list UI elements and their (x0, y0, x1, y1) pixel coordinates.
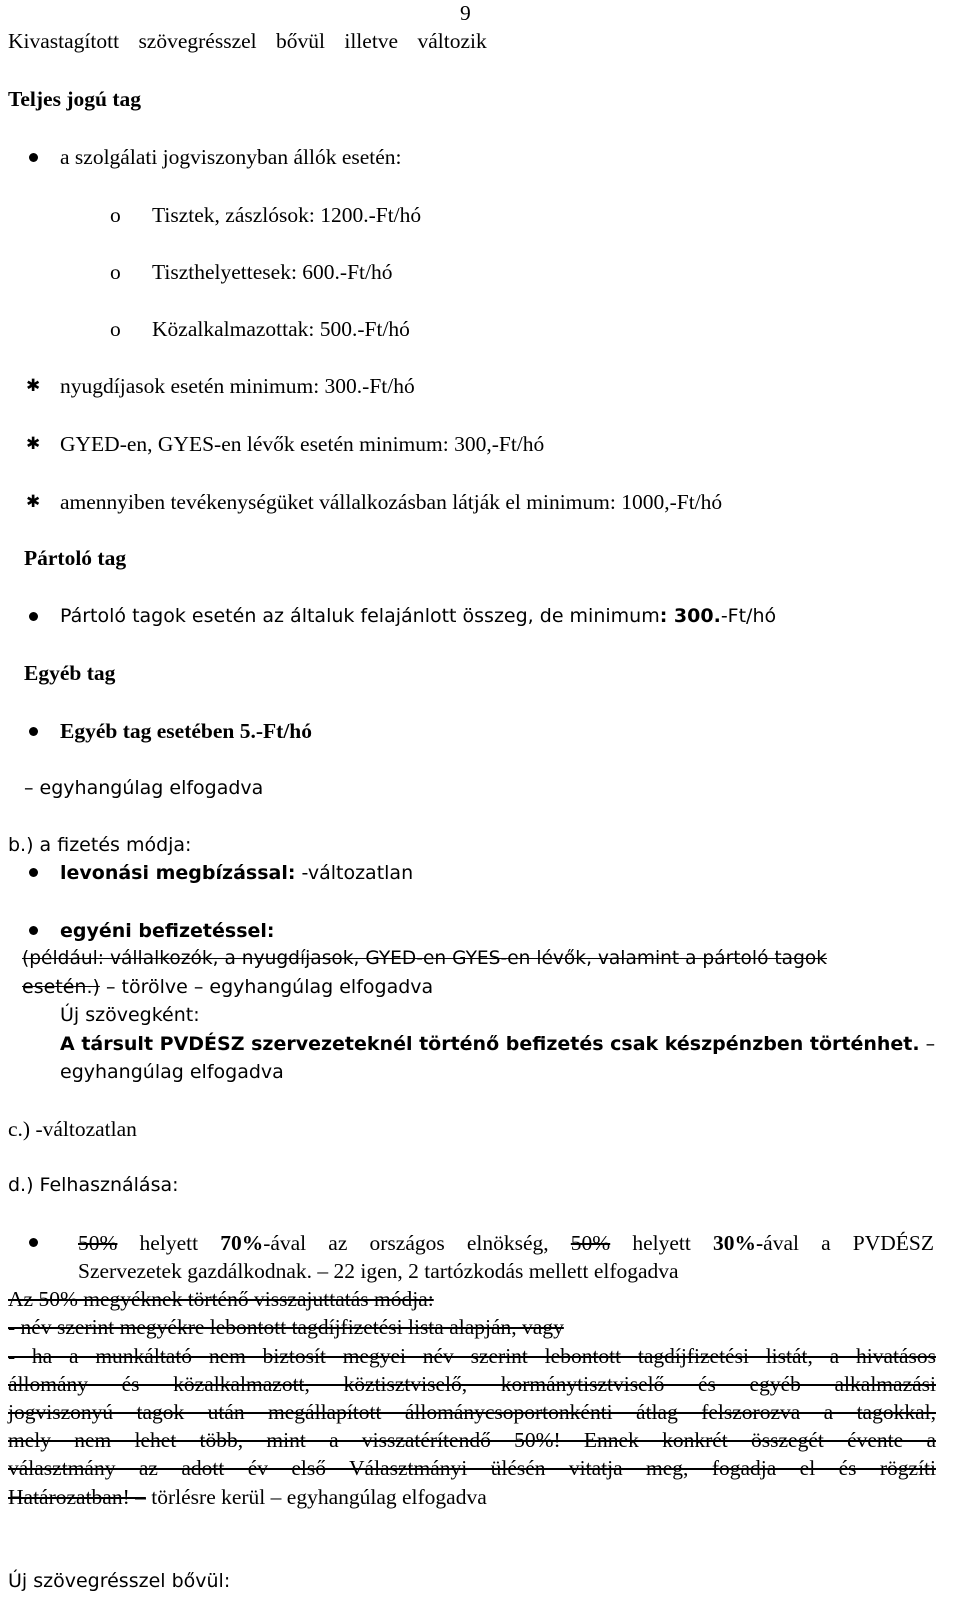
new-text: A társult PVDÉSZ szervezeteknél történő befizetés csak készpénzben történhet. (60, 1033, 920, 1055)
list-item-levonasi (60, 860, 413, 886)
felhasznalas-word (467, 1230, 549, 1256)
word-main: 50% (78, 1231, 118, 1255)
star-bullet-icon: ✱ (26, 492, 41, 512)
word-main: helyett (139, 1231, 199, 1255)
bullet-icon (29, 153, 38, 162)
felhasznalas-word (328, 1230, 347, 1256)
struck-text: esetén.) (22, 976, 100, 998)
levonasi-status: -változatlan (295, 862, 414, 884)
circle-bullet-icon: o (110, 317, 121, 341)
footer-text: Új szövegrésszel bővül: (8, 1570, 231, 1592)
list-item-felhasznalas-cont (78, 1258, 679, 1284)
word-suffix: ával (763, 1231, 799, 1255)
list-item-szolgalati: a szolgálati jogviszonyban állók esetén: (60, 145, 402, 169)
new-text-line (60, 1031, 935, 1057)
felhasznalas-word (370, 1230, 445, 1256)
section-title-egyeb: Egyéb tag (24, 661, 116, 685)
list-item-partolo (60, 603, 776, 629)
star-bullet-icon: ✱ (26, 376, 41, 396)
section-title-teljes: Teljes jogú tag (8, 87, 141, 111)
struck-text-line (8, 1484, 487, 1510)
word-main: országos (369, 1231, 445, 1255)
felhasznalas-word (220, 1230, 306, 1256)
list-item-nyugdijasok: nyugdíjasok esetén minimum: 300.-Ft/hó (60, 374, 415, 398)
sub-item-kozalkalmazottak: Közalkalmazottak: 500.-Ft/hó (152, 317, 410, 341)
bullet-icon (29, 612, 38, 621)
new-text-dash: – (919, 1033, 936, 1055)
struck-text-line: jogviszonyú tagok után megállapított állománycsoportonkénti átlag felszorozva a tagokkal, (8, 1400, 936, 1424)
page-number: 9 (460, 1, 471, 25)
bullet-icon (29, 868, 38, 877)
list-item-vallalkozas: amennyiben tevékenységüket vállalkozásban látják el minimum: 1000,-Ft/hó (60, 490, 723, 514)
bullet-icon (29, 1238, 38, 1247)
word-main: PVDÉSZ (852, 1231, 934, 1255)
list-item-felhasznalas (78, 1230, 934, 1256)
struck-text-line: - név szerint megyékre lebontott tagdíjfizetési lista alapján, vagy (8, 1315, 564, 1339)
partolo-unit: -Ft/hó (720, 605, 777, 627)
felhasznalas-word (632, 1230, 691, 1256)
section-title-b: b.) a fizetés módja: (8, 834, 192, 856)
word-suffix: -ával (263, 1231, 307, 1255)
word-main: 30%- (712, 1231, 764, 1255)
partolo-amount: : 300. (659, 605, 721, 627)
struck-text: Határozatban! – (8, 1485, 146, 1509)
approved-note: egyhangúlag elfogadva (60, 1061, 284, 1083)
struck-text-line (22, 974, 433, 1000)
felhasznalas-word (713, 1230, 799, 1256)
struck-text-line: - ha a munkáltató nem biztosít megyei név szerint lebontott tagdíjfizetési listát, a hivatásos (8, 1344, 936, 1368)
list-item-gyed: GYED-en, GYES-en lévők esetén minimum: 300,-Ft/hó (60, 432, 545, 456)
word-main: elnökség, (466, 1231, 549, 1255)
felhasznalas-word (821, 1230, 831, 1256)
circle-bullet-icon: o (110, 203, 121, 227)
struck-text-line: választmány az adott év első Választmányi ülésén vitatja meg, fogadja el és rögzíti (8, 1456, 936, 1480)
felhasznalas-word (140, 1230, 199, 1256)
struck-text-line: (például: vállalkozók, a nyugdíjasok, GYED-en GYES-en lévők, valamint a pártoló tagok (22, 948, 828, 969)
word-main: 70% (220, 1231, 264, 1255)
word-main: az (328, 1231, 348, 1255)
list-item-egyeni: egyéni befizetéssel: (60, 920, 275, 942)
star-bullet-icon: ✱ (26, 434, 41, 454)
partolo-text: Pártoló tagok esetén az általuk felajánlott összeg, de minimum (60, 605, 660, 627)
felhasznalas-word (853, 1230, 934, 1256)
deletion-note: törlésre kerül – egyhangúlag elfogadva (145, 1485, 487, 1509)
circle-bullet-icon: o (110, 260, 121, 284)
felhasznalas-text: Szervezetek gazdálkodnak. (78, 1259, 312, 1283)
felhasznalas-word (571, 1230, 610, 1256)
new-text-label: Új szövegként: (60, 1004, 200, 1026)
bullet-icon (29, 926, 38, 935)
list-item-egyeb: Egyéb tag esetében 5.-Ft/hó (60, 719, 312, 743)
word-main: a (821, 1231, 831, 1255)
struck-text-line: állomány és közalkalmazott, köztisztviselő, kormánytisztviselő és egyéb alkalmazási (8, 1372, 936, 1396)
sub-item-tiszthelyettesek: Tiszthelyettesek: 600.-Ft/hó (152, 260, 393, 284)
deleted-note: – törölve – egyhangúlag elfogadva (99, 976, 434, 998)
section-title-partolo: Pártoló tag (24, 546, 127, 570)
bullet-icon (29, 727, 38, 736)
section-title-d: d.) Felhasználása: (8, 1174, 179, 1196)
felhasznalas-word (78, 1230, 117, 1256)
approved-note: – 22 igen, 2 tartózkodás mellett elfogadva (312, 1259, 679, 1283)
word-main: helyett (632, 1231, 691, 1255)
page-heading: Kivastagított szövegrésszel bővül illetve változik (8, 29, 487, 53)
sub-item-tisztek: Tisztek, zászlósok: 1200.-Ft/hó (152, 203, 422, 227)
approved-note: – egyhangúlag elfogadva (24, 777, 264, 799)
levonasi-label: levonási megbízással: (60, 862, 296, 884)
struck-text-line: mely nem lehet több, mint a visszatérítendő 50%! Ennek konkrét összegét évente a (8, 1428, 936, 1452)
struck-text-line: Az 50% megyéknek történő visszajuttatás módja: (8, 1287, 434, 1311)
word-main: 50% (570, 1231, 611, 1255)
section-c: c.) -változatlan (8, 1117, 137, 1141)
